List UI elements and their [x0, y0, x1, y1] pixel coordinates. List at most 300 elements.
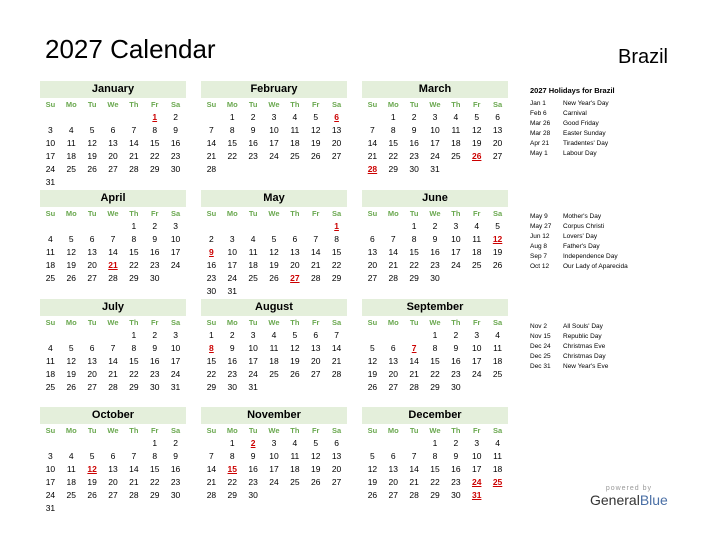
day-cell: 9: [250, 451, 256, 461]
day-cell: 8: [390, 125, 396, 135]
weekday-label: Fr: [311, 318, 320, 327]
holiday-name: Our Lady of Aparecida: [563, 263, 628, 270]
day-cell: 11: [472, 234, 482, 244]
weekday-label: Tu: [248, 318, 258, 327]
holiday-row: [530, 342, 690, 352]
day-cell: 27: [87, 382, 97, 392]
day-cell: 28: [409, 382, 419, 392]
day-cell: 31: [45, 503, 56, 513]
day-cell: 23: [170, 477, 181, 487]
day-cell: 13: [388, 464, 398, 474]
day-cell: 13: [87, 356, 97, 366]
day-cell: 17: [269, 138, 279, 148]
holiday-date: Dec 31: [530, 363, 551, 370]
weekday-label: Su: [367, 209, 378, 218]
day-cell: 3: [453, 221, 459, 231]
day-cell: 8: [334, 234, 339, 244]
day-cell: 14: [409, 356, 419, 366]
month-name: June: [362, 190, 508, 207]
day-cell: 3: [474, 438, 480, 448]
month-name: August: [201, 299, 347, 316]
holiday-name: Father's Day: [563, 243, 600, 250]
day-cell: 16: [170, 138, 181, 148]
day-cell: 24: [471, 369, 482, 379]
holiday-date: Nov 15: [530, 333, 551, 340]
weekday-label: Tu: [87, 209, 97, 218]
day-cell: 11: [46, 247, 55, 257]
month-name: February: [201, 81, 347, 98]
day-cell: 27: [331, 477, 342, 487]
holiday-day-cell: 15: [227, 464, 237, 474]
holiday-row: [530, 362, 690, 372]
day-cell: 13: [331, 125, 342, 135]
day-cell: 18: [45, 369, 56, 379]
day-cell: 23: [149, 369, 160, 379]
day-cell: 6: [89, 343, 95, 353]
day-cell: 2: [209, 234, 214, 244]
weekday-label: We: [107, 318, 119, 327]
day-cell: 9: [432, 234, 438, 244]
day-cell: 12: [310, 451, 321, 461]
weekday-label: We: [429, 426, 441, 435]
day-cell: 10: [248, 343, 258, 353]
day-cell: 5: [68, 343, 74, 353]
day-cell: 6: [495, 112, 500, 122]
holiday-day-cell: 24: [471, 477, 482, 487]
day-cell: 26: [310, 151, 321, 161]
day-cell: 28: [129, 490, 139, 500]
day-cell: 3: [432, 112, 438, 122]
day-cell: 15: [331, 247, 342, 257]
day-cell: 25: [492, 369, 503, 379]
day-cell: 20: [367, 260, 378, 270]
day-cell: 16: [248, 138, 258, 148]
empty-cell: [103, 111, 124, 124]
weekday-label: Fr: [150, 209, 159, 218]
day-cell: 12: [367, 356, 378, 366]
empty-cell: [40, 220, 61, 233]
day-cell: 3: [271, 112, 277, 122]
day-cell: 20: [87, 260, 97, 270]
empty-cell: [362, 220, 383, 233]
empty-cell: [201, 111, 222, 124]
day-cell: 21: [206, 151, 217, 161]
day-cell: 31: [227, 286, 237, 296]
day-cell: 19: [87, 477, 97, 487]
weekday-label: Sa: [492, 426, 503, 435]
holiday-day-cell: 1: [334, 221, 339, 231]
day-cell: 22: [206, 369, 217, 379]
month-name: May: [201, 190, 347, 207]
day-cell: 25: [451, 151, 461, 161]
weekday-label: Th: [290, 100, 300, 109]
day-cell: 7: [334, 330, 339, 340]
day-cell: 5: [313, 438, 319, 448]
weekday-label: Mo: [65, 426, 77, 435]
weekday-label: Su: [206, 318, 217, 327]
month-name: December: [362, 407, 508, 424]
day-cell: 26: [269, 273, 279, 283]
day-cell: 2: [453, 330, 459, 340]
holiday-row: [530, 332, 690, 342]
day-cell: 26: [66, 273, 76, 283]
month-name: March: [362, 81, 508, 98]
day-cell: 2: [152, 221, 158, 231]
day-cell: 25: [290, 151, 300, 161]
day-cell: 19: [310, 138, 321, 148]
day-cell: 26: [290, 369, 300, 379]
day-cell: 4: [292, 438, 298, 448]
day-cell: 8: [131, 343, 137, 353]
month-name: October: [40, 407, 186, 424]
day-cell: 19: [66, 260, 76, 270]
holiday-row: [530, 352, 690, 362]
day-cell: 10: [471, 451, 482, 461]
day-cell: 13: [388, 356, 398, 366]
empty-cell: [40, 437, 61, 450]
day-cell: 6: [313, 330, 319, 340]
day-cell: 18: [492, 356, 503, 366]
holiday-row: [530, 149, 690, 159]
day-grid: [201, 437, 347, 502]
day-cell: 24: [269, 477, 279, 487]
holiday-row: [530, 119, 690, 129]
brand-logo: [590, 485, 668, 508]
weekday-label: We: [107, 100, 119, 109]
day-cell: 21: [367, 151, 378, 161]
empty-cell: [61, 220, 82, 233]
day-cell: 17: [45, 151, 56, 161]
weekday-label: Su: [45, 426, 56, 435]
day-cell: 20: [87, 369, 97, 379]
holiday-name: Republic Day: [563, 333, 602, 340]
day-cell: 19: [66, 369, 76, 379]
day-cell: 28: [331, 369, 342, 379]
day-cell: 21: [108, 369, 118, 379]
day-cell: 5: [313, 112, 319, 122]
day-cell: 15: [206, 356, 217, 366]
day-cell: 27: [331, 151, 342, 161]
day-cell: 17: [471, 464, 482, 474]
day-cell: 8: [432, 451, 438, 461]
holiday-row: [530, 322, 690, 332]
day-cell: 17: [170, 247, 181, 257]
empty-cell: [103, 437, 124, 450]
month-december: [362, 407, 508, 502]
holiday-day-cell: 31: [471, 490, 482, 500]
day-grid: [201, 329, 347, 394]
day-cell: 1: [411, 221, 417, 231]
weekday-label: Fr: [472, 318, 481, 327]
day-cell: 13: [492, 125, 503, 135]
empty-cell: [305, 220, 326, 233]
day-cell: 10: [170, 343, 181, 353]
empty-cell: [383, 437, 404, 450]
day-cell: 31: [170, 382, 181, 392]
day-cell: 4: [495, 438, 500, 448]
day-cell: 2: [152, 330, 158, 340]
weekday-label: We: [107, 209, 119, 218]
day-cell: 27: [388, 490, 398, 500]
holiday-date: Dec 24: [530, 343, 551, 350]
day-grid: [362, 111, 508, 176]
weekday-label: Fr: [311, 100, 320, 109]
holiday-day-cell: 6: [334, 112, 339, 122]
holiday-day-cell: 8: [209, 343, 214, 353]
day-cell: 8: [432, 343, 438, 353]
day-cell: 23: [170, 151, 181, 161]
weekday-label: Mo: [226, 426, 238, 435]
day-cell: 14: [206, 138, 217, 148]
weekday-label: Fr: [150, 426, 159, 435]
day-cell: 31: [45, 177, 56, 187]
day-cell: 29: [331, 273, 342, 283]
day-cell: 4: [48, 234, 53, 244]
day-cell: 2: [173, 112, 178, 122]
day-cell: 4: [474, 221, 480, 231]
day-cell: 4: [292, 112, 298, 122]
weekday-label: Mo: [226, 318, 238, 327]
empty-cell: [82, 329, 103, 342]
day-cell: 23: [451, 369, 461, 379]
day-cell: 22: [430, 369, 440, 379]
day-cell: 31: [430, 164, 440, 174]
day-cell: 9: [411, 125, 417, 135]
holiday-day-cell: 26: [471, 151, 482, 161]
month-july: [40, 299, 186, 394]
day-cell: 11: [290, 125, 300, 135]
day-cell: 9: [453, 451, 459, 461]
powered-by-label: powered by: [605, 485, 653, 492]
day-cell: 1: [131, 221, 137, 231]
day-cell: 26: [367, 490, 378, 500]
day-cell: 1: [432, 330, 438, 340]
day-cell: 27: [388, 382, 398, 392]
day-cell: 23: [206, 273, 217, 283]
day-cell: 23: [248, 477, 258, 487]
day-cell: 11: [290, 451, 300, 461]
day-cell: 12: [269, 247, 279, 257]
day-cell: 16: [451, 464, 461, 474]
weekday-label: Sa: [331, 100, 342, 109]
day-cell: 27: [87, 273, 97, 283]
day-cell: 10: [269, 451, 279, 461]
weekday-label: Tu: [248, 100, 258, 109]
empty-cell: [222, 220, 243, 233]
day-grid: [40, 329, 186, 394]
day-cell: 15: [409, 247, 419, 257]
weekday-header: [362, 99, 508, 111]
holiday-day-cell: 7: [411, 343, 417, 353]
holiday-row: [530, 252, 690, 262]
day-cell: 17: [170, 356, 181, 366]
day-cell: 18: [451, 138, 461, 148]
day-cell: 16: [248, 464, 258, 474]
empty-cell: [40, 111, 61, 124]
day-cell: 4: [271, 330, 277, 340]
day-cell: 4: [250, 234, 256, 244]
holiday-day-cell: 9: [209, 247, 214, 257]
month-january: [40, 81, 186, 189]
empty-cell: [383, 329, 404, 342]
weekday-label: Su: [45, 318, 56, 327]
holiday-name: Labour Day: [563, 150, 597, 157]
day-cell: 7: [370, 125, 375, 135]
day-cell: 24: [248, 369, 258, 379]
day-cell: 8: [229, 451, 235, 461]
day-cell: 23: [430, 260, 440, 270]
holiday-date: Jan 1: [530, 100, 546, 107]
day-cell: 13: [290, 247, 300, 257]
day-cell: 28: [388, 273, 398, 283]
holiday-date: Sep 7: [530, 253, 547, 260]
holiday-date: May 9: [530, 213, 548, 220]
holiday-list-1: [530, 86, 690, 159]
day-cell: 13: [87, 247, 97, 257]
day-cell: 28: [129, 164, 139, 174]
day-cell: 21: [409, 369, 419, 379]
day-cell: 19: [367, 369, 378, 379]
empty-cell: [362, 111, 383, 124]
day-cell: 14: [108, 356, 118, 366]
day-cell: 3: [250, 330, 256, 340]
day-grid: [40, 111, 186, 189]
empty-cell: [362, 329, 383, 342]
day-grid: [40, 437, 186, 515]
day-cell: 19: [492, 247, 503, 257]
holiday-day-cell: 27: [290, 273, 300, 283]
weekday-header: [40, 208, 186, 220]
empty-cell: [362, 437, 383, 450]
month-september: [362, 299, 508, 394]
day-cell: 5: [370, 343, 375, 353]
country-label: Brazil: [617, 46, 668, 68]
day-cell: 22: [149, 477, 160, 487]
day-cell: 16: [170, 464, 181, 474]
day-cell: 24: [170, 260, 181, 270]
weekday-label: Mo: [65, 209, 77, 218]
weekday-label: Su: [206, 209, 217, 218]
day-cell: 5: [89, 125, 95, 135]
weekday-label: Sa: [170, 318, 181, 327]
weekday-label: We: [268, 318, 280, 327]
day-cell: 25: [290, 477, 300, 487]
day-cell: 11: [451, 125, 461, 135]
holiday-date: Jun 12: [530, 233, 550, 240]
day-cell: 9: [173, 451, 178, 461]
day-cell: 18: [269, 356, 279, 366]
day-cell: 1: [209, 330, 214, 340]
holiday-day-cell: 12: [87, 464, 97, 474]
day-cell: 26: [367, 382, 378, 392]
empty-cell: [123, 437, 144, 450]
weekday-label: Sa: [492, 318, 503, 327]
day-cell: 22: [227, 151, 237, 161]
weekday-label: Fr: [150, 318, 159, 327]
holiday-day-cell: 2: [250, 438, 256, 448]
day-cell: 1: [390, 112, 396, 122]
day-cell: 20: [108, 151, 118, 161]
day-cell: 27: [108, 490, 118, 500]
weekday-label: Fr: [150, 100, 159, 109]
day-grid: [201, 220, 347, 298]
month-may: [201, 190, 347, 298]
day-cell: 10: [471, 343, 482, 353]
day-cell: 15: [149, 464, 160, 474]
holiday-list-2: [530, 212, 690, 272]
weekday-label: Fr: [311, 209, 320, 218]
day-cell: 16: [149, 356, 160, 366]
day-cell: 19: [87, 151, 97, 161]
weekday-label: Sa: [331, 318, 342, 327]
weekday-label: Th: [451, 426, 461, 435]
day-cell: 10: [170, 234, 181, 244]
holiday-name: Good Friday: [563, 120, 599, 127]
holiday-name: Christmas Day: [563, 353, 606, 360]
holiday-row: [530, 242, 690, 252]
day-cell: 10: [430, 125, 440, 135]
holiday-name: Tiradentes' Day: [563, 140, 609, 147]
empty-cell: [40, 329, 61, 342]
day-cell: 10: [269, 125, 279, 135]
day-cell: 13: [310, 343, 321, 353]
weekday-label: Mo: [387, 318, 399, 327]
day-cell: 7: [131, 451, 137, 461]
day-cell: 3: [48, 451, 53, 461]
day-cell: 7: [411, 451, 417, 461]
weekday-label: Tu: [87, 426, 97, 435]
day-cell: 20: [492, 138, 503, 148]
day-cell: 9: [453, 343, 459, 353]
weekday-label: Fr: [472, 209, 481, 218]
empty-cell: [82, 220, 103, 233]
weekday-label: Sa: [331, 426, 342, 435]
day-cell: 10: [45, 464, 56, 474]
day-cell: 12: [367, 464, 378, 474]
day-cell: 11: [248, 247, 258, 257]
weekday-label: We: [429, 100, 441, 109]
day-cell: 15: [430, 464, 440, 474]
weekday-label: Su: [45, 100, 56, 109]
day-cell: 18: [290, 464, 300, 474]
day-cell: 16: [430, 247, 440, 257]
day-cell: 14: [331, 343, 342, 353]
day-cell: 13: [367, 247, 378, 257]
weekday-header: [40, 425, 186, 437]
holiday-name: Easter Sunday: [563, 130, 606, 137]
weekday-label: Th: [290, 209, 300, 218]
day-cell: 29: [206, 382, 217, 392]
day-cell: 2: [173, 438, 178, 448]
day-cell: 7: [390, 234, 396, 244]
month-august: [201, 299, 347, 394]
day-cell: 5: [89, 451, 95, 461]
weekday-label: Th: [290, 318, 300, 327]
empty-cell: [201, 220, 222, 233]
month-february: [201, 81, 347, 176]
weekday-label: Sa: [492, 209, 503, 218]
day-cell: 14: [310, 247, 321, 257]
day-cell: 29: [409, 273, 419, 283]
weekday-header: [201, 99, 347, 111]
day-cell: 15: [430, 356, 440, 366]
weekday-label: We: [429, 318, 441, 327]
weekday-label: Mo: [226, 209, 238, 218]
holiday-date: Nov 2: [530, 323, 547, 330]
day-cell: 30: [227, 382, 237, 392]
day-cell: 3: [173, 330, 178, 340]
holiday-day-cell: 1: [152, 112, 158, 122]
